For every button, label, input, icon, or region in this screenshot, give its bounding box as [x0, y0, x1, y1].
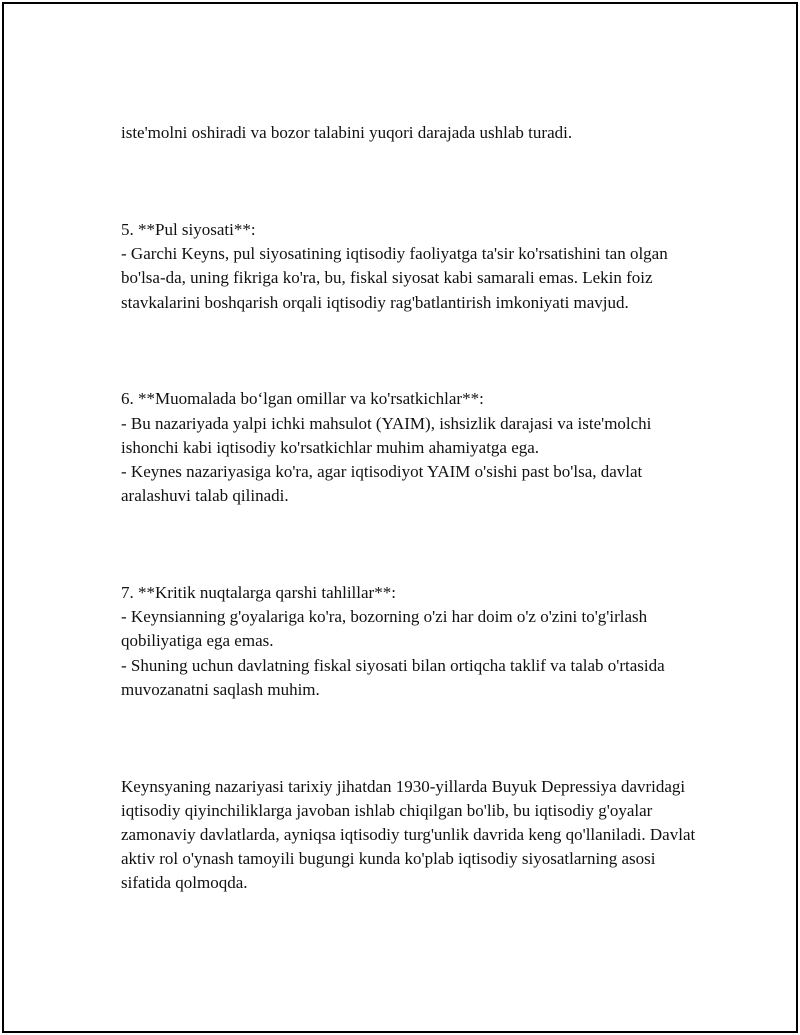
- paragraph-intro: iste'molni oshiradi va bozor talabini yuqori darajada ushlab turadi.: [121, 123, 573, 143]
- document-body: [121, 97, 701, 920]
- document-page: [2, 2, 798, 1033]
- paragraph-muomalada-omillar: 6. **Muomalada bo‘lgan omillar va ko'rsatkichlar**: - Bu nazariyada yalpi ichki mahsulot (YAIM), ishsizlik darajasi va iste'molchi ishonchi kabi iqtisodiy ko'rsatkichlar muhim ahamiyatga ega. - Keynes nazariyasiga ko'ra, agar iqtisodiyot YAIM o'sishi past bo'lsa, davlat aralashuvi talab qilinadi.: [121, 389, 652, 506]
- paragraph-gap: [121, 726, 701, 750]
- paragraph-gap: [121, 533, 701, 557]
- paragraph-gap: [121, 170, 701, 194]
- paragraph-conclusion: Keynsyaning nazariyasi tarixiy jihatdan 1930-yillarda Buyuk Depressiya davridagi iqtisodiy qiyinchiliklarga javoban ishlab chiqilgan bo'lib, bu iqtisodiy g'oyalar zamonaviy davlatlarda, ayniqsa iqtisodiy turg'unlik davrida keng qo'llaniladi. Davlat aktiv rol o'ynash tamoyili bugungi kunda ko'plab iqtisodiy siyosatlarning asosi sifatida qolmoqda.: [121, 776, 696, 893]
- paragraph-pul-siyosati: 5. **Pul siyosati**: - Garchi Keyns, pul siyosatining iqtisodiy faoliyatga ta'sir ko'rsatishini tan olgan bo'lsa-da, uning fikriga ko'ra, bu, fiskal siyosat kabi samarali emas. Lekin foiz stavkalarini boshqarish orqali iqtisodiy rag'batlantirish imkoniyati mavjud.: [121, 220, 668, 312]
- paragraph-gap: [121, 339, 701, 363]
- paragraph-kritik-nuqtalar: 7. **Kritik nuqtalarga qarshi tahlillar**: - Keynsianning g'oyalariga ko'ra, bozorning o'zi har doim o'z o'zini to'g'irlash qobiliyatiga ega emas. - Shuning uchun davlatning fiskal siyosati bilan ortiqcha taklif va talab o'rtasida muvozanatni saqlash muhim.: [121, 583, 665, 699]
